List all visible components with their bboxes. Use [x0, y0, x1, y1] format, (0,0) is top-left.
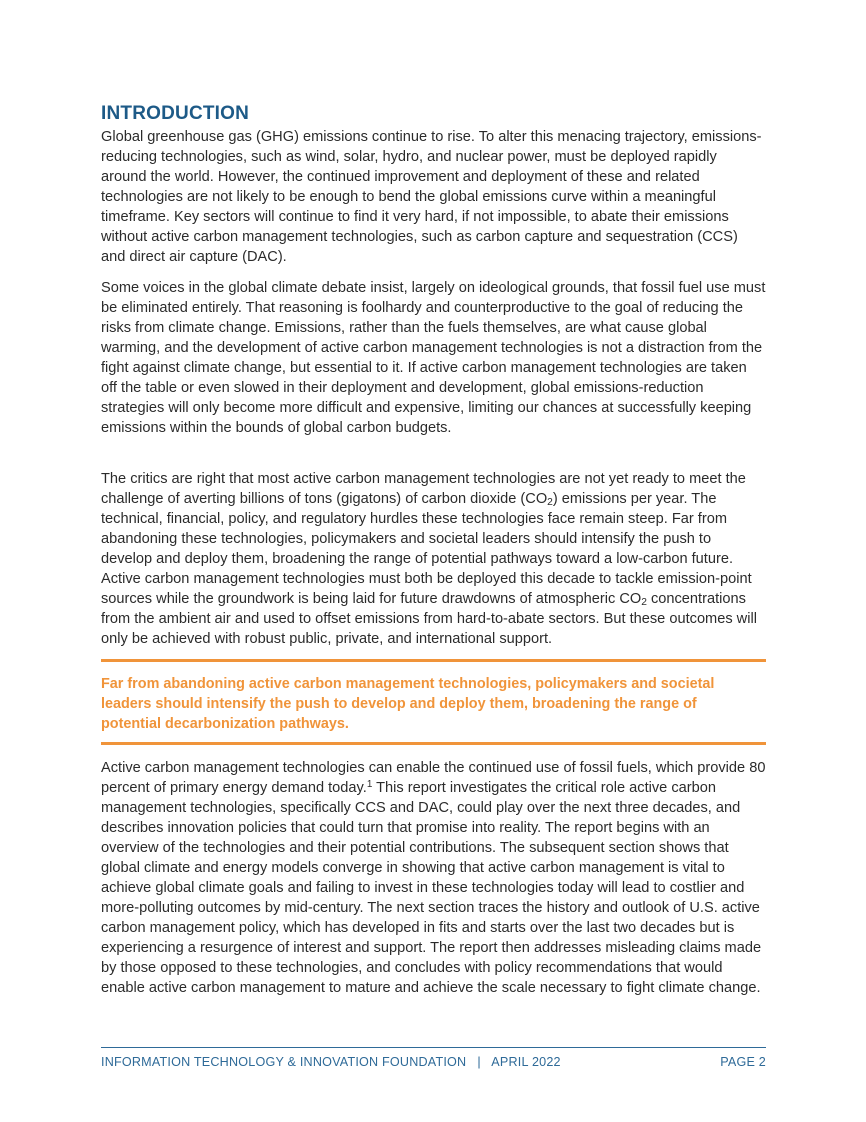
co2-subscript: 2: [547, 497, 553, 509]
footer-publisher: INFORMATION TECHNOLOGY & INNOVATION FOUNDATION | APRIL 2022: [101, 1055, 561, 1069]
page-number: PAGE 2: [720, 1055, 766, 1069]
paragraph-1: Global greenhouse gas (GHG) emissions continue to rise. To alter this menacing trajectory, emissions-reducing technologies, such as wind, solar, hydro, and nuclear power, must be deployed rapidly around the world. However, the continued improvement and deployment of these and related technologies are not likely to be enough to bend the global emissions curve within a meaningful timeframe. Key sectors will continue to find it very hard, if not impossible, to abate their emissions without active carbon management technologies, such as carbon capture and sequestration (CCS) and direct air capture (DAC).: [101, 129, 762, 265]
footer-divider: [101, 1047, 766, 1048]
co2-subscript: 2: [641, 597, 647, 609]
paragraph-3: [101, 469, 766, 649]
page-footer: [101, 1055, 766, 1069]
paragraph-3-part-a: The critics are right that most active carbon management technologies are not yet ready to meet the challenge of averting billions of tons (gigatons) of carbon dioxide (CO: [101, 471, 746, 507]
section-heading: INTRODUCTION: [101, 103, 250, 124]
pull-quote-text: Far from abandoning active carbon management technologies, policymakers and societal leaders should intensify the push to develop and deploy them, broadening the range of potential decarbonization pathways.: [101, 676, 715, 732]
paragraph-4-part-b: This report investigates the critical role active carbon management technologies, specifically CCS and DAC, could play over the next three decades, and describes innovation policies that could turn that promise into reality. The report begins with an overview of the technologies and their potential contributions. The subsequent section shows that global climate and energy models converge in showing that active carbon management is vital to achieve global climate goals and failing to invest in these technologies today will lead to costlier and more-polluting outcomes by mid-century. The next section traces the history and outlook of U.S. active carbon management policy, which has developed in fits and starts over the last two decades but is experiencing a resurgence of interest and support. The report then addresses misleading claims made by those opposed to these technologies, and concludes with policy recommendations that would enable active carbon management to mature and achieve the scale necessary to fight climate change.: [101, 780, 762, 996]
pull-quote: [101, 659, 766, 745]
paragraph-4: [101, 758, 766, 998]
paragraph-4-part-a: Active carbon management technologies can enable the continued use of fossil fuels, which provide 80 percent of primary energy demand today.: [101, 760, 766, 796]
paragraph-3-part-c: concentrations from the ambient air and used to offset emissions from hard-to-abate sectors. But these outcomes will only be achieved with robust public, private, and international support.: [101, 591, 757, 647]
paragraph-2: Some voices in the global climate debate insist, largely on ideological grounds, that fossil fuel use must be eliminated entirely. That reasoning is foolhardy and counterproductive to the goal of reducing the risks from climate change. Emissions, rather than the fuels themselves, are what cause global warming, and the development of active carbon management technologies is not a distraction from the fight against climate change, but essential to it. If active carbon management technologies are taken off the table or even slowed in their deployment and development, global emissions-reduction strategies will only become more difficult and expensive, limiting our chances at successfully keeping emissions within the bounds of global carbon budgets.: [101, 280, 766, 436]
paragraph-3-part-b: ) emissions per year. The technical, financial, policy, and regulatory hurdles these technologies face remain steep. Far from abandoning these technologies, policymakers and societal leaders should intensify the push to develop and deploy them, broadening the range of potential pathways toward a low-carbon future. Active carbon management technologies must both be deployed this decade to tackle emission-point sources while the groundwork is being laid for future drawdowns of atmospheric CO: [101, 491, 752, 607]
footnote-reference[interactable]: 1: [366, 779, 373, 791]
